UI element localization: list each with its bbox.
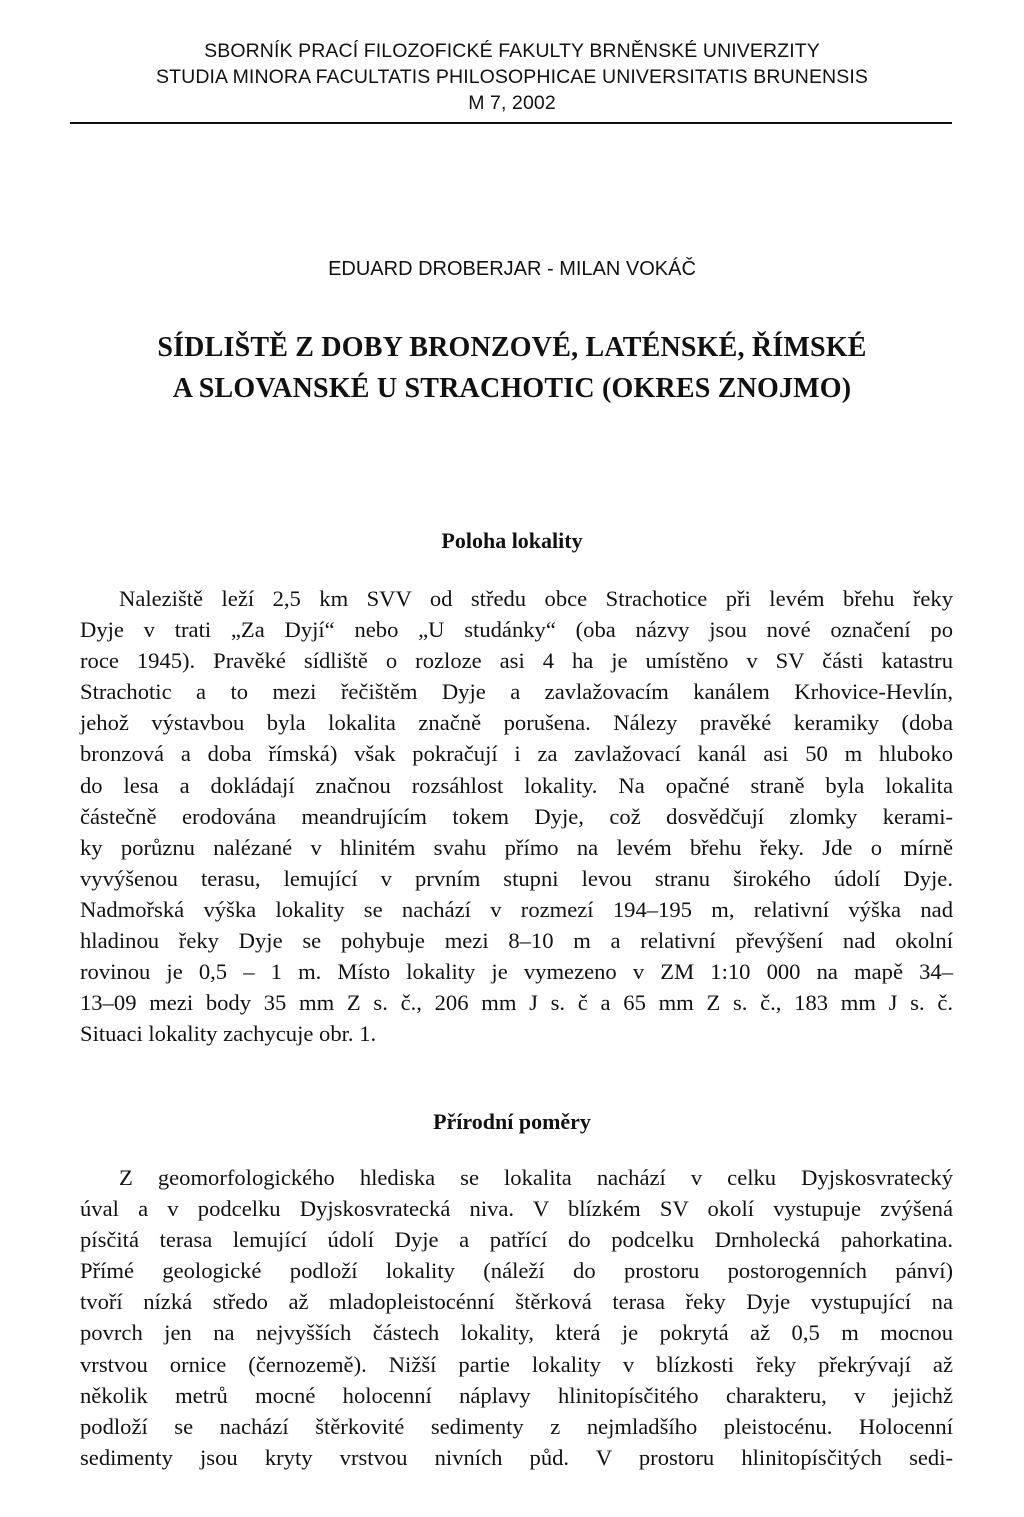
text-line: rovinou je 0,5 – 1 m. Místo lokality je vymezeno v ZM 1:10 000 na mapě 34– — [80, 959, 953, 985]
text-line: povrch jen na nejvyšších částech lokality, která je pokrytá až 0,5 m mocnou — [80, 1320, 953, 1346]
title-line: A SLOVANSKÉ U STRACHOTIC (OKRES ZNOJMO) — [172, 373, 852, 404]
text-line: několik metrů mocné holocenní náplavy hlinitopísčitého charakteru, v jejichž — [80, 1382, 953, 1408]
text-line: ky porůznu nalézané v hlinitém svahu přímo na levém břehu řeky. Jde o mírně — [80, 834, 953, 860]
text-line: hladinou řeky Dyje se pohybuje mezi 8–10 m a relativní převýšení nad okolní — [80, 928, 953, 954]
text-line: Naleziště leží 2,5 km SVV od středu obce Strachotice při levém břehu řeky — [119, 586, 953, 611]
header-rule — [70, 122, 952, 124]
section-heading-location: Poloha lokality — [441, 528, 583, 553]
text-line: do lesa a dokládají značnou rozsáhlost lokality. Na opačné straně byla lokalita — [80, 772, 953, 798]
text-line: Z geomorfologického hlediska se lokalita nachází v celku Dyjskosvratecký — [119, 1165, 953, 1190]
text-line: Dyje v trati „Za Dyjí“ nebo „U studánky“ (oba názvy jsou nové označení po — [80, 617, 953, 643]
running-header — [70, 38, 954, 116]
journal-title-czech: SBORNÍK PRACÍ FILOZOFICKÉ FAKULTY BRNĚNSKÉ UNIVERZITY — [204, 40, 820, 62]
paragraph-location — [80, 583, 953, 1049]
text-line: bronzová a doba římská) však pokračují i za zavlažovací kanál asi 50 m hluboko — [80, 741, 953, 767]
text-line: sedimenty jsou kryty vrstvou nivních půd. V prostoru hlinitopísčitých sedi- — [80, 1444, 953, 1470]
text-line: Strachotic a to mezi řečištěm Dyje a zavlažovacím kanálem Krhovice-Hevlín, — [80, 679, 953, 705]
paragraph-natural-conditions — [80, 1162, 953, 1473]
title-line: SÍDLIŠTĚ Z DOBY BRONZOVÉ, LATÉNSKÉ, ŘÍMSKÉ — [157, 332, 867, 363]
text-line: Nadmořská výška lokality se nachází v rozmezí 194–195 m, relativní výška nad — [80, 896, 953, 922]
text-line: Přímé geologické podloží lokality (náleží do prostoru postorogenních pánví) — [80, 1258, 953, 1284]
article-title — [70, 327, 954, 409]
text-line: částečně erodována meandrujícím tokem Dyje, což dosvědčují zlomky kerami- — [80, 803, 953, 829]
issue-number: M 7, 2002 — [468, 92, 556, 114]
text-line: 13–09 mezi body 35 mm Z s. č., 206 mm J s. č a 65 mm Z s. č., 183 mm J s. č. — [80, 990, 953, 1016]
text-line: Situaci lokality zachycuje obr. 1. — [80, 1021, 377, 1047]
text-line: roce 1945). Pravěké sídliště o rozloze asi 4 ha je umístěno v SV části katastru — [80, 648, 953, 674]
text-line: vyvýšenou terasu, lemující v prvním stupni levou stranu širokého údolí Dyje. — [80, 865, 953, 891]
text-line: jehož výstavbou byla lokalita značně porušena. Nálezy pravěké keramiky (doba — [80, 710, 953, 736]
section-heading-natural-conditions: Přírodní poměry — [433, 1109, 591, 1134]
text-line: tvoří nízká středo až mladopleistocénní štěrková terasa řeky Dyje vystupující na — [80, 1289, 953, 1315]
text-line: úval a v podcelku Dyjskosvratecká niva. V blízkém SV okolí vystupuje zvýšená — [80, 1196, 953, 1222]
text-line: vrstvou ornice (černozemě). Nižší partie lokality v blízkosti řeky překrývají až — [80, 1351, 953, 1377]
text-line: podloží se nachází štěrkovité sedimenty z nejmladšího pleistocénu. Holocenní — [80, 1413, 953, 1439]
text-line: písčitá terasa lemující údolí Dyje a patřící do podcelku Drnholecká pahorkatina. — [80, 1227, 953, 1253]
journal-title-latin: STUDIA MINORA FACULTATIS PHILOSOPHICAE UNIVERSITATIS BRUNENSIS — [156, 66, 868, 88]
authors: EDUARD DROBERJAR - MILAN VOKÁČ — [328, 258, 696, 280]
